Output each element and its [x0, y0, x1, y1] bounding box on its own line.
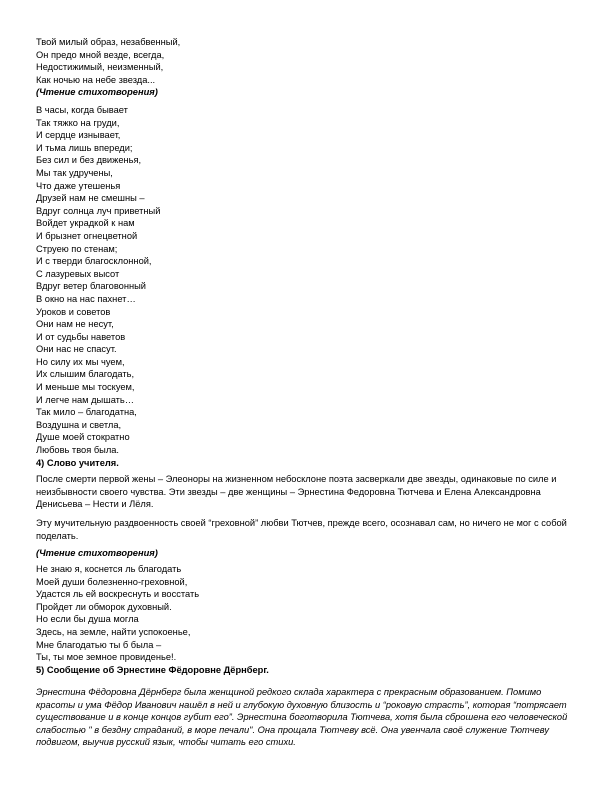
- poem-line: Их слышим благодать,: [36, 369, 135, 380]
- poem-line: Мне благодатью ты б была –: [36, 639, 162, 650]
- poem-line: Струею по стенам;: [36, 243, 118, 254]
- poem-line: В окно на нас пахнет…: [36, 293, 136, 304]
- poem-line: Так мило – благодатна,: [36, 407, 137, 418]
- poem-line: Без сил и без движенья,: [36, 155, 142, 166]
- poem-line: И сердце изнывает,: [36, 130, 121, 141]
- poem-line: С лазуревых высот: [36, 268, 120, 279]
- poem-line: И с тверди благосклонной,: [36, 256, 152, 267]
- poem-line: Недостижимый, неизменный,: [36, 62, 164, 73]
- report-paragraph: Эрнестина Фёдоровна Дёрнберг была женщиной редкого склада характера с прекрасным образованием. Помимо красоты и ума Фёдор Иванович нашёл в ней и глубокую духовную близость и “роковую страсть”, которая “потрясает существование и в конце концов губит его”. Эрнестина боготворила Тютчева, хотя была сброшена его человеческой слабостью " в бездну страданий, в море печали". Она прощала Тютчеву всё. Она увенчала своё служение Тютчеву подвигом, выучив русский язык, чтобы читать его стихи.: [36, 687, 568, 748]
- teacher-paragraph-2: Эту мучительную раздвоенность своей “греховной” любви Тютчев, прежде всего, осознавал сам, но ничего не мог с собой поделать.: [36, 518, 567, 541]
- section-heading: 5) Сообщение об Эрнестине Фёдоровне Дёрнберг.: [36, 664, 269, 675]
- poem-line: Они нам не несут,: [36, 319, 114, 330]
- poem-line: И легче нам дышать…: [36, 394, 135, 405]
- poem-line: Как ночью на небе звезда...: [36, 74, 156, 85]
- poem-line: Не знаю я, коснется ль благодать: [36, 564, 182, 574]
- poem-line: Моей души болезненно-греховной,: [36, 576, 188, 587]
- poem-stanza-2: [36, 104, 576, 469]
- poem-line: Уроков и советов: [36, 306, 111, 317]
- poem-line: Войдет украдкой к нам: [36, 218, 135, 229]
- poem-line: Но если бы душа могла: [36, 614, 139, 625]
- poem-line: И от судьбы наветов: [36, 331, 126, 342]
- poem-line: В часы, когда бывает: [36, 105, 128, 115]
- poem-line: Мы так удручены,: [36, 167, 113, 178]
- teacher-paragraph-1: После смерти первой жены – Элеоноры на жизненном небосклоне поэта засверкали две звезды, одинаковые по силе и неизбывности своего чувства. Эти звезды – две женщины – Эрнестина Федоровна Тютчева и Елена Александровна Денисьева – Нести и Лёля.: [36, 474, 557, 510]
- poem-line: Друзей нам не смешны –: [36, 193, 145, 204]
- poem-line: Что даже утешенья: [36, 180, 121, 191]
- reading-note: (Чтение стихотворения): [36, 548, 158, 558]
- poem-line: Но силу их мы чуем,: [36, 356, 125, 367]
- poem-line: Пройдет ли обморок духовный.: [36, 601, 172, 612]
- poem-line: Здесь, на земле, найти успокоенье,: [36, 626, 191, 637]
- poem-line: Любовь твоя была.: [36, 445, 120, 456]
- poem-line: Он предо мной везде, всегда,: [36, 49, 165, 60]
- poem-line: Душе моей стократно: [36, 432, 130, 443]
- poem-line: И меньше мы тоскуем,: [36, 382, 135, 393]
- poem-line: Вдруг ветер благовонный: [36, 281, 146, 292]
- poem-line: И тьма лишь впереди;: [36, 142, 133, 153]
- poem-stanza-3: [36, 563, 576, 676]
- reading-note: (Чтение стихотворения): [36, 87, 158, 98]
- section-heading: 4) Слово учителя.: [36, 457, 119, 468]
- poem-line: Так тяжко на груди,: [36, 117, 120, 128]
- poem-line: Ты, ты мое земное провиденье!.: [36, 652, 177, 663]
- reading-note-block: [36, 547, 576, 560]
- poem-line: Твой милый образ, незабвенный,: [36, 37, 181, 47]
- poem-line: Они нас не спасут.: [36, 344, 117, 355]
- poem-line: И брызнет огнецветной: [36, 230, 138, 241]
- poem-line: Воздушна и светла,: [36, 419, 122, 430]
- poem-line: Удастся ль ей воскреснуть и восстать: [36, 589, 200, 600]
- poem-stanza-1: [36, 36, 576, 99]
- poem-line: Вдруг солнца луч приветный: [36, 205, 161, 216]
